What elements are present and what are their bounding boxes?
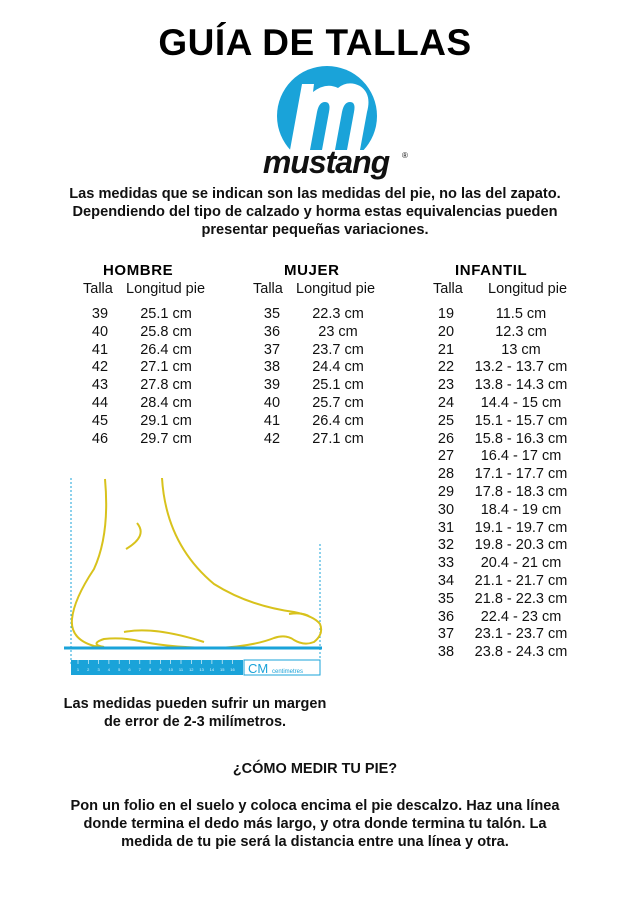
infantil-table-row xyxy=(428,609,578,627)
mujer-table-row xyxy=(252,359,384,377)
intro-line: Dependiendo del tipo de calzado y horma estas equivalencias pueden xyxy=(72,204,558,220)
ruler-tick-label: 15 xyxy=(219,667,225,672)
mujer-col-longitud: Longitud pie xyxy=(296,281,376,297)
infantil-title: INFANTIL xyxy=(455,262,528,279)
hombre-table xyxy=(80,306,212,448)
longitud-cell: 27.8 cm xyxy=(140,377,192,394)
talla-cell: 41 xyxy=(263,412,281,429)
infantil-table-row xyxy=(428,591,578,609)
mustang-logo xyxy=(246,66,408,181)
ruler-tick-label: 5 xyxy=(118,667,121,672)
hombre-table-row xyxy=(80,395,212,413)
longitud-cell: 13.8 - 14.3 cm xyxy=(474,377,568,394)
mujer-table-row xyxy=(252,377,384,395)
ruler-tick-label: 14 xyxy=(209,667,215,672)
infantil-table-row xyxy=(428,484,578,502)
infantil-table-row xyxy=(428,431,578,449)
longitud-cell: 26.4 cm xyxy=(140,341,192,358)
hombre-table-row xyxy=(80,413,212,431)
brand-wordmark: mustang xyxy=(262,144,390,180)
talla-cell: 20 xyxy=(437,323,455,340)
infantil-table-row xyxy=(428,413,578,431)
longitud-cell: 14.4 - 15 cm xyxy=(480,394,562,411)
ruler-tick-label: 6 xyxy=(128,667,131,672)
longitud-cell: 23.1 - 23.7 cm xyxy=(474,626,568,643)
mujer-table-row xyxy=(252,324,384,342)
foot-measure-diagram xyxy=(64,474,334,684)
longitud-cell: 24.4 cm xyxy=(312,359,364,376)
ruler-tick-label: 8 xyxy=(148,667,152,672)
infantil-table-row xyxy=(428,573,578,591)
talla-cell: 39 xyxy=(91,306,109,322)
infantil-table-row xyxy=(428,537,578,555)
mujer-table-row xyxy=(252,413,384,431)
talla-cell: 28 xyxy=(437,466,455,483)
longitud-cell: 28.4 cm xyxy=(140,394,192,411)
longitud-cell: 25.1 cm xyxy=(140,306,192,322)
mujer-table-row xyxy=(252,306,384,324)
infantil-table-row xyxy=(428,306,578,324)
longitud-cell: 25.8 cm xyxy=(140,323,192,340)
longitud-cell: 23.7 cm xyxy=(312,341,364,358)
longitud-cell: 26.4 cm xyxy=(312,412,364,429)
hombre-title: HOMBRE xyxy=(103,262,174,279)
talla-cell: 40 xyxy=(91,323,109,340)
longitud-cell: 29.1 cm xyxy=(140,412,192,429)
foot-outline-icon xyxy=(72,478,321,648)
margin-note-line: de error de 2-3 milímetros. xyxy=(103,714,287,730)
talla-cell: 21 xyxy=(437,341,455,358)
longitud-cell: 20.4 - 21 cm xyxy=(480,555,562,572)
infantil-table-row xyxy=(428,448,578,466)
talla-cell: 30 xyxy=(437,501,455,518)
longitud-cell: 13 cm xyxy=(501,341,541,358)
longitud-cell: 17.1 - 17.7 cm xyxy=(474,466,568,483)
longitud-cell: 27.1 cm xyxy=(312,430,364,447)
longitud-cell: 25.7 cm xyxy=(312,394,364,411)
talla-cell: 40 xyxy=(263,394,281,411)
talla-cell: 45 xyxy=(91,412,109,429)
longitud-cell: 12.3 cm xyxy=(495,323,547,340)
ruler-tick-label: 7 xyxy=(138,667,141,672)
infantil-table-row xyxy=(428,359,578,377)
infantil-table-row xyxy=(428,520,578,538)
talla-cell: 36 xyxy=(437,608,455,625)
page-title: GUÍA DE TALLAS xyxy=(158,22,472,63)
talla-cell: 35 xyxy=(437,590,455,607)
intro-line: presentar pequeñas variaciones. xyxy=(201,222,429,238)
howto-text xyxy=(40,797,590,851)
ruler-tick-label: 4 xyxy=(107,667,111,672)
longitud-cell: 19.8 - 20.3 cm xyxy=(474,537,568,554)
ruler-tick-label: 13 xyxy=(199,667,204,672)
talla-cell: 22 xyxy=(437,359,455,376)
mujer-table-row xyxy=(252,342,384,360)
talla-cell: 38 xyxy=(437,644,455,661)
infantil-col-talla: Talla xyxy=(433,281,463,297)
ruler-unit-label: centimetres xyxy=(272,669,304,675)
hombre-table-row xyxy=(80,359,212,377)
infantil-table-row xyxy=(428,395,578,413)
ruler-tick-label: 3 xyxy=(97,667,100,672)
infantil-col-longitud: Longitud pie xyxy=(488,281,568,297)
talla-cell: 39 xyxy=(263,377,281,394)
longitud-cell: 22.4 - 23 cm xyxy=(480,608,562,625)
longitud-cell: 17.8 - 18.3 cm xyxy=(474,483,568,500)
ruler-tick-label: 1 xyxy=(76,667,80,672)
ruler-tick-label: 10 xyxy=(168,667,173,672)
hombre-table-row xyxy=(80,377,212,395)
longitud-cell: 21.1 - 21.7 cm xyxy=(474,572,568,589)
infantil-table-row xyxy=(428,377,578,395)
longitud-cell: 21.8 - 22.3 cm xyxy=(474,590,568,607)
talla-cell: 38 xyxy=(263,359,281,376)
mujer-table-row xyxy=(252,395,384,413)
longitud-cell: 19.1 - 19.7 cm xyxy=(474,519,568,536)
talla-cell: 24 xyxy=(437,394,455,411)
registered-mark: ® xyxy=(402,151,408,160)
mujer-col-talla: Talla xyxy=(253,281,283,297)
logo-m-icon xyxy=(290,83,368,150)
howto-line: medida de tu pie será la distancia entre una línea y otra. xyxy=(121,834,509,850)
talla-cell: 26 xyxy=(437,430,455,447)
mujer-table xyxy=(252,306,384,448)
margin-note-line: Las medidas pueden sufrir un margen xyxy=(63,696,327,712)
infantil-table-row xyxy=(428,466,578,484)
ruler-tick-label: 11 xyxy=(178,667,184,672)
longitud-cell: 23.8 - 24.3 cm xyxy=(474,644,568,661)
talla-cell: 23 xyxy=(437,377,455,394)
talla-cell: 32 xyxy=(437,537,455,554)
infantil-table-row xyxy=(428,644,578,662)
longitud-cell: 16.4 - 17 cm xyxy=(480,448,562,465)
hombre-table-row xyxy=(80,324,212,342)
ruler-tick-label: 2 xyxy=(87,667,90,672)
longitud-cell: 18.4 - 19 cm xyxy=(480,501,562,518)
infantil-table-row xyxy=(428,342,578,360)
talla-cell: 46 xyxy=(91,430,109,447)
longitud-cell: 15.8 - 16.3 cm xyxy=(474,430,568,447)
infantil-table-row xyxy=(428,502,578,520)
ruler-tick-label: 16 xyxy=(230,667,235,672)
talla-cell: 25 xyxy=(437,412,455,429)
hombre-col-longitud: Longitud pie xyxy=(126,281,206,297)
margin-note xyxy=(50,695,340,731)
talla-cell: 36 xyxy=(263,323,281,340)
ruler-tick-label: 12 xyxy=(189,667,194,672)
talla-cell: 37 xyxy=(263,341,281,358)
intro-line: Las medidas que se indican son las medidas del pie, no las del zapato. xyxy=(69,186,561,202)
talla-cell: 44 xyxy=(91,394,109,411)
talla-cell: 37 xyxy=(437,626,455,643)
intro-text xyxy=(40,185,590,239)
talla-cell: 29 xyxy=(437,483,455,500)
howto-title: ¿CÓMO MEDIR TU PIE? xyxy=(232,761,398,777)
talla-cell: 33 xyxy=(437,555,455,572)
infantil-table-row xyxy=(428,324,578,342)
talla-cell: 41 xyxy=(91,341,109,358)
hombre-table-row xyxy=(80,431,212,449)
longitud-cell: 15.1 - 15.7 cm xyxy=(474,412,568,429)
infantil-table xyxy=(428,306,578,662)
talla-cell: 35 xyxy=(263,306,281,322)
ruler-unit: CM xyxy=(248,661,269,676)
longitud-cell: 13.2 - 13.7 cm xyxy=(474,359,568,376)
ruler-tick-label: 9 xyxy=(159,667,162,672)
hombre-table-row xyxy=(80,306,212,324)
longitud-cell: 29.7 cm xyxy=(140,430,192,447)
infantil-table-row xyxy=(428,555,578,573)
longitud-cell: 27.1 cm xyxy=(140,359,192,376)
talla-cell: 42 xyxy=(263,430,281,447)
talla-cell: 34 xyxy=(437,572,455,589)
talla-cell: 19 xyxy=(437,306,455,322)
howto-line: Pon un folio en el suelo y coloca encima el pie descalzo. Haz una línea xyxy=(70,798,560,814)
longitud-cell: 25.1 cm xyxy=(312,377,364,394)
talla-cell: 42 xyxy=(91,359,109,376)
hombre-table-row xyxy=(80,342,212,360)
talla-cell: 27 xyxy=(437,448,455,465)
longitud-cell: 11.5 cm xyxy=(495,306,547,322)
howto-line: donde termina el dedo más largo, y otra donde termina tu talón. La xyxy=(83,816,547,832)
longitud-cell: 22.3 cm xyxy=(312,306,364,322)
infantil-table-row xyxy=(428,626,578,644)
talla-cell: 43 xyxy=(91,377,109,394)
longitud-cell: 23 cm xyxy=(318,323,358,340)
mujer-title: MUJER xyxy=(284,262,340,279)
talla-cell: 31 xyxy=(437,519,455,536)
hombre-col-talla: Talla xyxy=(83,281,113,297)
mujer-table-row xyxy=(252,431,384,449)
